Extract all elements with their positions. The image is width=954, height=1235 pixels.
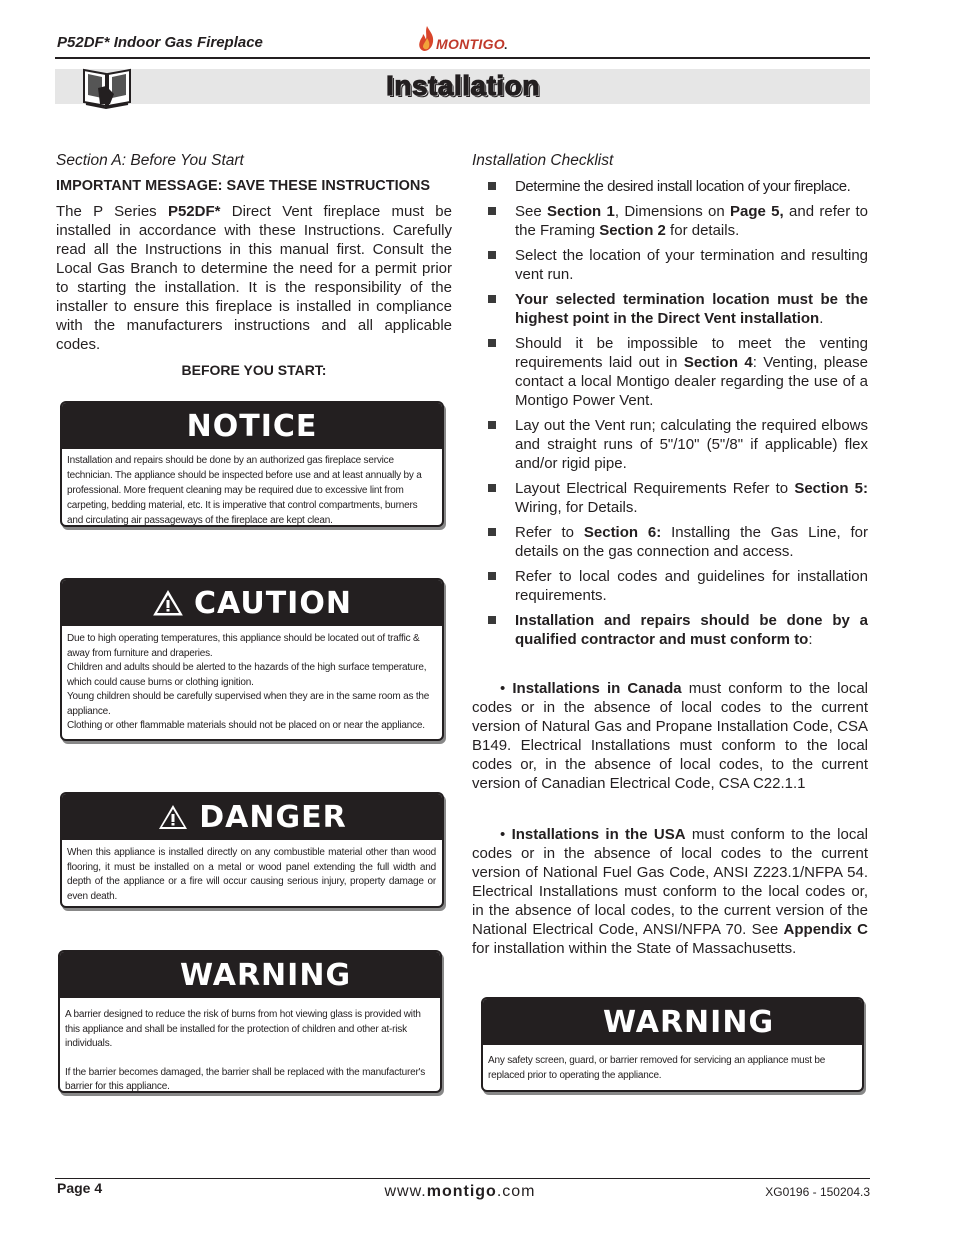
danger-heading: DANGER xyxy=(62,794,442,840)
checklist-item: Should it be impossible to meet the venting requirements laid out in Section 4: Venting, please contact a local Montigo dealer regarding the use of a Montigo Power Vent. xyxy=(472,334,868,410)
square-bullet-icon xyxy=(488,484,496,492)
square-bullet-icon xyxy=(488,295,496,303)
square-bullet-icon xyxy=(488,182,496,190)
square-bullet-icon xyxy=(488,421,496,429)
usa-requirements: • Installations in the USA must conform to the local codes or in the absence of local codes to the current version of National Fuel Gas Code, ANSI Z223.1/NFPA 54. Electrical Installations must conform to the local codes or, in the absence of local codes, to the current version of the National Electrical Code, ANSI/NFPA 70. See Appendix C for installation within the State of Massachusetts. xyxy=(472,826,868,957)
header-rule xyxy=(55,57,870,59)
caution-heading: CAUTION xyxy=(62,580,442,626)
flame-logo-icon xyxy=(418,26,436,52)
warning-triangle-icon xyxy=(152,589,184,617)
website-url: www.montigo.com xyxy=(384,1183,536,1200)
square-bullet-icon xyxy=(488,339,496,347)
square-bullet-icon xyxy=(488,207,496,215)
canada-requirements: • Installations in Canada must conform to the local codes or in the absence of local codes to the current version of Natural Gas and Propane Installation Code, CSA B149. Electrical Installations must conform to the local codes or, in the absence of local codes, to the current version of Canadian Electrical Code, CSA C22.1.1 xyxy=(472,680,868,792)
warning-box-left xyxy=(58,950,442,1093)
square-bullet-icon xyxy=(488,616,496,624)
checklist-item: Select the location of your termination and resulting vent run. xyxy=(472,246,868,284)
square-bullet-icon xyxy=(488,572,496,580)
checklist-item: Lay out the Vent run; calculating the required elbows and straight runs of 5"/10" (5"/8" if applicable) flex and/or rigid pipe. xyxy=(472,416,868,473)
section-a-title: Section A: Before You Start xyxy=(56,152,244,169)
montigo-logo xyxy=(418,26,518,56)
page-heading: Installation xyxy=(386,70,540,101)
left-column xyxy=(56,149,452,380)
checklist-item: See Section 1, Dimensions on Page 5, and refer to the Framing Section 2 for details. xyxy=(472,202,868,240)
warning-text-right: Any safety screen, guard, or barrier removed for servicing an appliance must be replaced prior to operating the appliance. xyxy=(488,1055,826,1081)
document-title: P52DF* Indoor Gas Fireplace xyxy=(57,34,263,51)
checklist-item: Your selected termination location must be the highest point in the Direct Vent installation. xyxy=(472,290,868,328)
caution-text: Due to high operating temperatures, this appliance should be located out of traffic & away from furniture and draperies. Children and adults should be alerted to the hazards of the high surface temperature, which could cause burns or clothing ignition. Young children should be carefully supervised when they are in the same room as the appliance. Clothing or other flammable materials should not be placed on or near the appliance. xyxy=(67,633,430,731)
warning-text-left: A barrier designed to reduce the risk of burns from hot viewing glass is provided with this appliance and shall be installed for the protection of children and other at-risk individuals. If the barrier becomes damaged, the barrier shall be replaced with the manufacturer's barrier for this appliance. xyxy=(65,1009,426,1092)
warning-box-right xyxy=(481,997,864,1092)
notice-heading: NOTICE xyxy=(62,403,442,449)
installation-checklist xyxy=(472,177,868,649)
warning-triangle-icon xyxy=(157,803,189,831)
document-code: XG0196 - 150204.3 xyxy=(765,1185,870,1199)
checklist-item: Installation and repairs should be done by a qualified contractor and must conform to: xyxy=(472,611,868,649)
checklist-item: Refer to local codes and guidelines for installation requirements. xyxy=(472,567,868,605)
warning-heading-right: WARNING xyxy=(483,999,862,1045)
caution-box xyxy=(60,578,444,741)
right-column xyxy=(472,149,868,958)
checklist-item: Layout Electrical Requirements Refer to Section 5: Wiring, for Details. xyxy=(472,479,868,517)
square-bullet-icon xyxy=(488,528,496,536)
square-bullet-icon xyxy=(488,251,496,259)
danger-text: When this appliance is installed directly on any combustible material other than wood flooring, it must be installed on a metal or wood panel extending the full width and depth of the appliance or a fire will occur causing serious injury, property damage or even death. xyxy=(67,847,436,902)
page-number: Page 4 xyxy=(57,1180,103,1196)
notice-box xyxy=(60,401,444,527)
danger-box xyxy=(60,792,444,908)
checklist-title: Installation Checklist xyxy=(472,152,614,169)
logo-wordmark: MONTIGO xyxy=(436,36,505,52)
important-message: IMPORTANT MESSAGE: SAVE THESE INSTRUCTIONS xyxy=(56,178,431,194)
logo-dot: . xyxy=(504,38,508,52)
notice-text: Installation and repairs should be done by an authorized gas fireplace service technician. The appliance should be inspected before use and at least annually by a professional. More frequent cleaning may be required due to excessive lint from carpeting, bedding material, etc. It is imperative that control compartments, burners and circulating air passageways of the fireplace are kept clean. xyxy=(67,455,422,526)
intro-paragraph: The P Series P52DF* Direct Vent fireplace must be installed in accordance with these Instructions. Carefully read all the Instructions in this manual first. Consult the Local Gas Branch to determine the need for a permit prior to starting the installation. It is the responsibility of the installer to ensure this fireplace is installed in compliance with the manufacturers instructions and all applicable codes. xyxy=(56,203,452,353)
before-you-start-label: BEFORE YOU START: xyxy=(181,362,327,378)
checklist-item: Refer to Section 6: Installing the Gas Line, for details on the gas connection and access. xyxy=(472,523,868,561)
warning-heading-left: WARNING xyxy=(60,952,440,998)
footer-rule xyxy=(55,1178,870,1179)
checklist-item: Determine the desired install location of your fireplace. xyxy=(472,177,868,196)
